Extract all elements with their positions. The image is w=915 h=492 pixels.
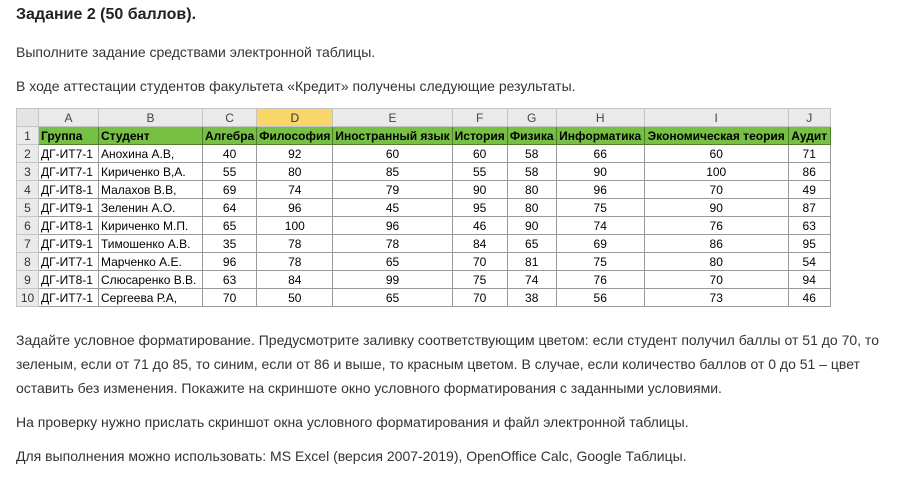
score-cell: 90 bbox=[507, 217, 556, 235]
score-cell: 84 bbox=[257, 271, 333, 289]
score-cell: 75 bbox=[556, 199, 644, 217]
group-cell: ДГ-ИТ7-1 bbox=[39, 289, 99, 307]
score-cell: 75 bbox=[452, 271, 507, 289]
spreadsheet-image bbox=[16, 108, 831, 307]
table-row bbox=[17, 217, 831, 235]
score-cell: 76 bbox=[644, 217, 788, 235]
score-cell: 80 bbox=[507, 199, 556, 217]
score-cell: 60 bbox=[644, 145, 788, 163]
group-cell: ДГ-ИТ7-1 bbox=[39, 163, 99, 181]
score-cell: 56 bbox=[556, 289, 644, 307]
score-cell: 74 bbox=[556, 217, 644, 235]
score-cell: 60 bbox=[333, 145, 452, 163]
score-cell: 71 bbox=[788, 145, 830, 163]
table-row bbox=[17, 163, 831, 181]
score-cell: 65 bbox=[333, 289, 452, 307]
row-number: 1 bbox=[17, 127, 39, 145]
score-cell: 99 bbox=[333, 271, 452, 289]
group-cell: ДГ-ИТ8-1 bbox=[39, 181, 99, 199]
score-cell: 58 bbox=[507, 163, 556, 181]
row-number: 9 bbox=[17, 271, 39, 289]
score-cell: 100 bbox=[257, 217, 333, 235]
header-cell: Экономическая теория bbox=[644, 127, 788, 145]
header-cell: Физика bbox=[507, 127, 556, 145]
column-header-row bbox=[17, 109, 831, 127]
score-cell: 81 bbox=[507, 253, 556, 271]
header-row bbox=[17, 127, 831, 145]
score-cell: 35 bbox=[203, 235, 257, 253]
score-cell: 69 bbox=[203, 181, 257, 199]
group-cell: ДГ-ИТ7-1 bbox=[39, 145, 99, 163]
score-cell: 90 bbox=[452, 181, 507, 199]
row-number: 2 bbox=[17, 145, 39, 163]
score-cell: 76 bbox=[556, 271, 644, 289]
row-number: 3 bbox=[17, 163, 39, 181]
score-cell: 55 bbox=[203, 163, 257, 181]
score-cell: 70 bbox=[644, 271, 788, 289]
score-cell: 70 bbox=[203, 289, 257, 307]
score-cell: 58 bbox=[507, 145, 556, 163]
table-row bbox=[17, 271, 831, 289]
score-cell: 63 bbox=[788, 217, 830, 235]
score-cell: 65 bbox=[203, 217, 257, 235]
score-cell: 66 bbox=[556, 145, 644, 163]
score-cell: 55 bbox=[452, 163, 507, 181]
score-cell: 96 bbox=[257, 199, 333, 217]
student-cell: Сергеева Р.А, bbox=[99, 289, 203, 307]
column-letter-j: J bbox=[788, 109, 830, 127]
score-cell: 80 bbox=[257, 163, 333, 181]
student-cell: Зеленин А.О. bbox=[99, 199, 203, 217]
score-cell: 95 bbox=[452, 199, 507, 217]
score-cell: 70 bbox=[452, 289, 507, 307]
row-number: 8 bbox=[17, 253, 39, 271]
intro-paragraph: Выполните задание средствами электронной таблицы. bbox=[16, 44, 376, 60]
row-number: 10 bbox=[17, 289, 39, 307]
column-letter-e: E bbox=[333, 109, 452, 127]
column-letter-d: D bbox=[257, 109, 333, 127]
score-cell: 80 bbox=[644, 253, 788, 271]
score-cell: 65 bbox=[333, 253, 452, 271]
score-cell: 78 bbox=[333, 235, 452, 253]
sheet-corner bbox=[17, 109, 39, 127]
student-cell: Слюсаренко В.В. bbox=[99, 271, 203, 289]
score-cell: 79 bbox=[333, 181, 452, 199]
header-cell: Группа bbox=[39, 127, 99, 145]
score-cell: 90 bbox=[556, 163, 644, 181]
header-cell: Алгебра bbox=[203, 127, 257, 145]
instructions-paragraph: Задайте условное форматирование. Предусмотрите заливку соответствующим цветом: если студент получил баллы от 51 до 70, то зеленым, если от 71 до 85, то синим, если от 86 и выше, то красным цветом. В случае, если количество баллов от 0 до 51 – цвет оставить без изменения. Покажите на скриншоте окно условного форматирования с заданными условиями. bbox=[16, 332, 879, 396]
score-cell: 80 bbox=[507, 181, 556, 199]
score-cell: 64 bbox=[203, 199, 257, 217]
group-cell: ДГ-ИТ8-1 bbox=[39, 271, 99, 289]
header-cell: Философия bbox=[257, 127, 333, 145]
table-row bbox=[17, 145, 831, 163]
score-cell: 92 bbox=[257, 145, 333, 163]
student-cell: Малахов В.В, bbox=[99, 181, 203, 199]
score-cell: 84 bbox=[452, 235, 507, 253]
score-cell: 86 bbox=[788, 163, 830, 181]
table-row bbox=[17, 199, 831, 217]
score-cell: 65 bbox=[507, 235, 556, 253]
column-letter-g: G bbox=[507, 109, 556, 127]
student-cell: Марченко А.Е. bbox=[99, 253, 203, 271]
group-cell: ДГ-ИТ8-1 bbox=[39, 217, 99, 235]
score-cell: 75 bbox=[556, 253, 644, 271]
table-row bbox=[17, 181, 831, 199]
column-letter-a: A bbox=[39, 109, 99, 127]
score-cell: 38 bbox=[507, 289, 556, 307]
score-cell: 96 bbox=[203, 253, 257, 271]
score-cell: 73 bbox=[644, 289, 788, 307]
student-cell: Кириченко В,А. bbox=[99, 163, 203, 181]
task-title: Задание 2 (50 баллов). bbox=[16, 6, 197, 23]
student-cell: Кириченко М.П. bbox=[99, 217, 203, 235]
row-number: 4 bbox=[17, 181, 39, 199]
score-cell: 100 bbox=[644, 163, 788, 181]
score-cell: 46 bbox=[452, 217, 507, 235]
group-cell: ДГ-ИТ9-1 bbox=[39, 235, 99, 253]
score-cell: 96 bbox=[333, 217, 452, 235]
score-cell: 54 bbox=[788, 253, 830, 271]
score-cell: 78 bbox=[257, 253, 333, 271]
context-paragraph: В ходе аттестации студентов факультета «Кредит» получены следующие результаты. bbox=[16, 78, 576, 94]
column-letter-f: F bbox=[452, 109, 507, 127]
column-letter-h: H bbox=[556, 109, 644, 127]
score-cell: 96 bbox=[556, 181, 644, 199]
score-cell: 50 bbox=[257, 289, 333, 307]
row-number: 5 bbox=[17, 199, 39, 217]
header-cell: Аудит bbox=[788, 127, 830, 145]
table-row bbox=[17, 253, 831, 271]
header-cell: Студент bbox=[99, 127, 203, 145]
column-letter-b: B bbox=[99, 109, 203, 127]
score-cell: 86 bbox=[644, 235, 788, 253]
tools-paragraph: Для выполнения можно использовать: MS Excel (версия 2007-2019), OpenOffice Calc, Google Таблицы. bbox=[16, 448, 687, 464]
table-row bbox=[17, 235, 831, 253]
header-cell: История bbox=[452, 127, 507, 145]
student-cell: Тимошенко А.В. bbox=[99, 235, 203, 253]
header-cell: Информатика bbox=[556, 127, 644, 145]
table-row bbox=[17, 289, 831, 307]
score-cell: 46 bbox=[788, 289, 830, 307]
score-cell: 60 bbox=[452, 145, 507, 163]
row-number: 6 bbox=[17, 217, 39, 235]
header-cell: Иностранный язык bbox=[333, 127, 452, 145]
group-cell: ДГ-ИТ9-1 bbox=[39, 199, 99, 217]
score-cell: 74 bbox=[507, 271, 556, 289]
score-cell: 85 bbox=[333, 163, 452, 181]
score-cell: 74 bbox=[257, 181, 333, 199]
score-cell: 45 bbox=[333, 199, 452, 217]
score-cell: 63 bbox=[203, 271, 257, 289]
score-cell: 87 bbox=[788, 199, 830, 217]
score-cell: 90 bbox=[644, 199, 788, 217]
score-cell: 94 bbox=[788, 271, 830, 289]
column-letter-c: C bbox=[203, 109, 257, 127]
score-cell: 95 bbox=[788, 235, 830, 253]
row-number: 7 bbox=[17, 235, 39, 253]
student-cell: Анохина А.В, bbox=[99, 145, 203, 163]
score-cell: 69 bbox=[556, 235, 644, 253]
submission-paragraph: На проверку нужно прислать скриншот окна условного форматирования и файл электронной таблицы. bbox=[16, 414, 689, 430]
score-cell: 70 bbox=[452, 253, 507, 271]
group-cell: ДГ-ИТ7-1 bbox=[39, 253, 99, 271]
column-letter-i: I bbox=[644, 109, 788, 127]
score-cell: 49 bbox=[788, 181, 830, 199]
score-cell: 40 bbox=[203, 145, 257, 163]
score-cell: 70 bbox=[644, 181, 788, 199]
score-cell: 78 bbox=[257, 235, 333, 253]
